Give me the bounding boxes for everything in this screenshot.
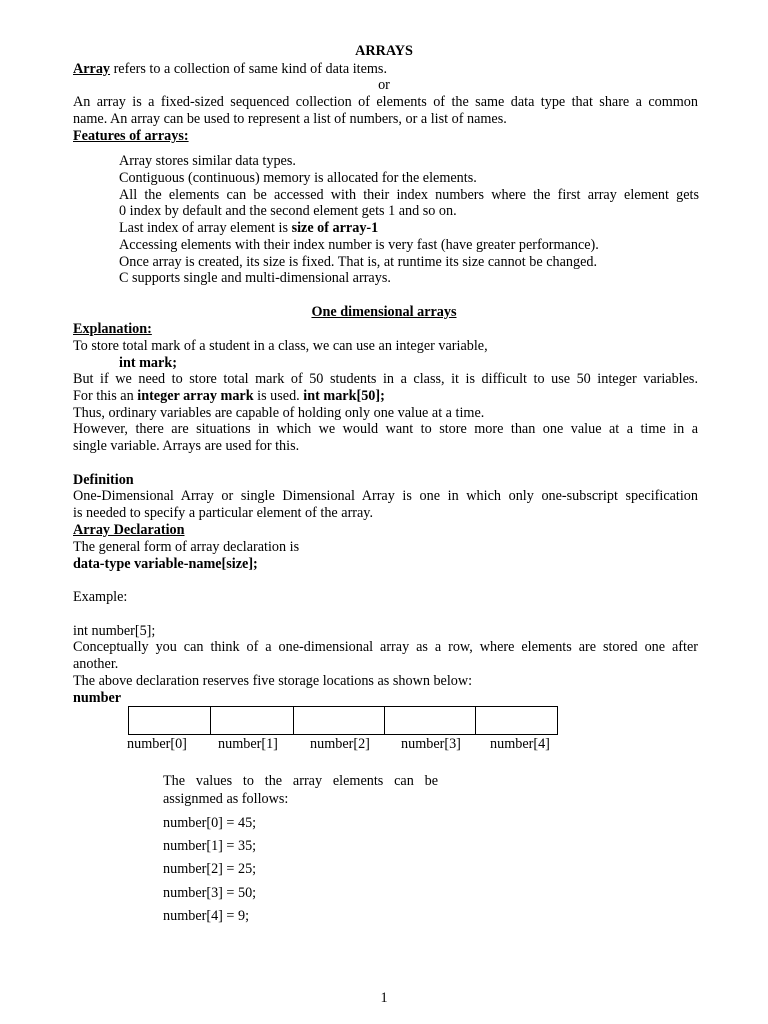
one-dim-heading: One dimensional arrays — [311, 304, 457, 320]
feature-line-8: C supports single and multi-dimensional arrays. — [119, 270, 391, 286]
page-title: ARRAYS — [355, 43, 413, 59]
feature-line-1: Array stores similar data types. — [119, 153, 296, 169]
assignment-1: number[1] = 35; — [163, 838, 257, 854]
example-label: Example: — [73, 589, 128, 605]
explanation-line-4-c: is used. — [253, 388, 304, 404]
example-code: int number[5]; — [73, 623, 156, 639]
example-line-2: another. — [73, 656, 119, 672]
array-cell-3 — [384, 706, 476, 735]
intro-definition-2-line2: name. An array can be used to represent a list of numbers, or a list of names. — [73, 111, 507, 127]
code-int-mark-50: int mark[50]; — [303, 388, 385, 404]
declaration-syntax: data-type variable-name[size]; — [73, 556, 258, 572]
explanation-heading: Explanation: — [73, 321, 152, 337]
feature-line-5 — [119, 220, 699, 237]
array-label-3: number[3] — [401, 736, 461, 752]
array-label-1: number[1] — [218, 736, 278, 752]
example-line-1: Conceptually you can think of a one-dimensional array as a row, where elements are stored one after — [73, 639, 698, 655]
intro-definition-2-line1: An array is a fixed-sized sequenced collection of elements of the same data type that share a common — [73, 94, 698, 110]
explanation-line-5: Thus, ordinary variables are capable of holding only one value at a time. — [73, 405, 485, 421]
array-cell-2 — [293, 706, 385, 735]
explanation-line-4-a: For this an — [73, 388, 138, 404]
code-int-mark: int mark; — [119, 355, 177, 371]
explanation-line-4 — [73, 388, 698, 405]
array-cell-0 — [128, 706, 211, 735]
declaration-heading: Array Declaration — [73, 522, 185, 538]
or-separator: or — [378, 77, 390, 93]
assignment-2: number[2] = 25; — [163, 861, 257, 877]
page-number: 1 — [380, 990, 388, 1006]
assign-intro-line-2: assignmed as follows: — [163, 791, 289, 807]
definition-line-2: is needed to specify a particular element of the array. — [73, 505, 374, 521]
array-label-2: number[2] — [310, 736, 370, 752]
array-label-4: number[4] — [490, 736, 550, 752]
feature-line-3: All the elements can be accessed with their index numbers where the first array element gets — [119, 187, 699, 203]
intro-definition-1 — [73, 61, 698, 78]
integer-array-mark: integer array mark — [137, 388, 254, 404]
feature-line-5-text: Last index of array element is — [119, 220, 292, 236]
explanation-line-6: However, there are situations in which we would want to store more than one value at a time in a — [73, 421, 698, 437]
assignment-4: number[4] = 9; — [163, 908, 250, 924]
declaration-line-1: The general form of array declaration is — [73, 539, 300, 555]
explanation-line-1: To store total mark of a student in a class, we can use an integer variable, — [73, 338, 488, 354]
array-cell-4 — [475, 706, 558, 735]
assignment-3: number[3] = 50; — [163, 885, 257, 901]
feature-line-4: 0 index by default and the second element gets 1 and so on. — [119, 203, 457, 219]
definition-heading: Definition — [73, 472, 134, 488]
assign-intro-line-1: The values to the array elements can be — [163, 773, 438, 789]
explanation-line-3: But if we need to store total mark of 50 students in a class, it is difficult to use 50 integer variables. — [73, 371, 698, 387]
feature-line-2: Contiguous (continuous) memory is allocated for the elements. — [119, 170, 477, 186]
array-label-0: number[0] — [127, 736, 187, 752]
assignment-0: number[0] = 45; — [163, 815, 257, 831]
array-cell-1 — [210, 706, 294, 735]
explanation-line-7: single variable. Arrays are used for this. — [73, 438, 300, 454]
intro-def1-text: refers to a collection of same kind of data items. — [110, 61, 387, 77]
features-heading: Features of arrays: — [73, 128, 189, 144]
feature-line-5-bold: size of array-1 — [291, 220, 379, 236]
array-term: Array — [73, 61, 111, 77]
array-name-label: number — [73, 690, 122, 706]
feature-line-6: Accessing elements with their index number is very fast (have greater performance). — [119, 237, 599, 253]
example-line-3: The above declaration reserves five storage locations as shown below: — [73, 673, 473, 689]
feature-line-7: Once array is created, its size is fixed. That is, at runtime its size cannot be changed. — [119, 254, 598, 270]
definition-line-1: One-Dimensional Array or single Dimensional Array is one in which only one-subscript specification — [73, 488, 698, 504]
